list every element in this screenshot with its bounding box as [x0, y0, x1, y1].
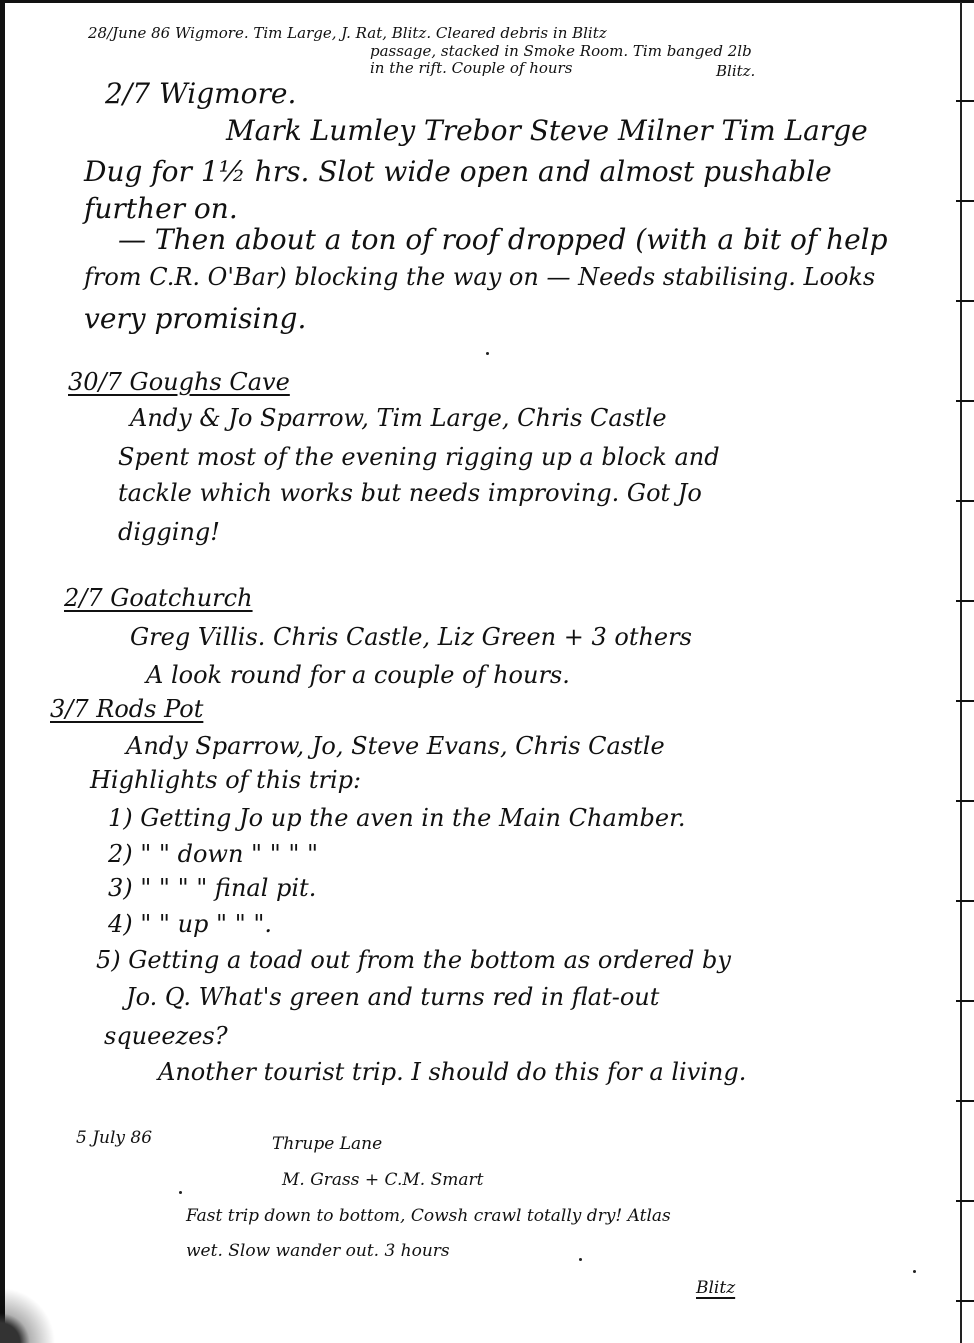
- entry-6-names: M. Grass + C.M. Smart: [282, 1170, 484, 1190]
- entry-5-line: Another tourist trip. I should do this for a living.: [158, 1058, 747, 1086]
- entry-3-line: Spent most of the evening rigging up a block and: [118, 443, 720, 471]
- ink-dot: [579, 1258, 582, 1261]
- page-edge-left: [0, 0, 5, 1343]
- entry-2-line: further on.: [84, 192, 238, 225]
- entry-3-line: tackle which works but needs improving. Got Jo: [118, 479, 702, 507]
- page-edge-ticks: [956, 0, 974, 1343]
- entry-5-line: squeezes?: [104, 1022, 228, 1050]
- entry-1-line-1: 28/June 86 Wigmore. Tim Large, J. Rat, Blitz. Cleared debris in Blitz: [88, 24, 607, 42]
- entry-2-line: from C.R. O'Bar) blocking the way on — Needs stabilising. Looks: [84, 263, 876, 291]
- entry-6-line: Fast trip down to bottom, Cowsh crawl totally dry! Atlas: [186, 1206, 671, 1226]
- entry-5-line: 3) " " " " final pit.: [108, 874, 317, 902]
- ink-dot: [486, 352, 489, 355]
- entry-2-names: Mark Lumley Trebor Steve Milner Tim Large: [226, 114, 868, 147]
- entry-2-line: very promising.: [84, 302, 307, 335]
- entry-4-header: 2/7 Goatchurch: [64, 584, 253, 612]
- entry-4-names: Greg Villis. Chris Castle, Liz Green + 3 others: [130, 623, 692, 651]
- entry-1-line-2: passage, stacked in Smoke Room. Tim banged 2lb: [370, 42, 752, 60]
- entry-3-line: digging!: [118, 518, 220, 546]
- entry-5-header: 3/7 Rods Pot: [50, 695, 204, 723]
- entry-5-line: 4) " " up " " ".: [108, 910, 273, 938]
- page-edge-top: [0, 0, 974, 3]
- entry-5-names: Andy Sparrow, Jo, Steve Evans, Chris Castle: [126, 732, 665, 760]
- entry-5-line: Highlights of this trip:: [90, 766, 362, 794]
- entry-6-header: Thrupe Lane: [272, 1134, 383, 1154]
- ink-dot: [179, 1191, 182, 1194]
- entry-3-header: 30/7 Goughs Cave: [68, 368, 290, 396]
- entry-6-line: wet. Slow wander out. 3 hours: [186, 1241, 450, 1261]
- entry-2-header: 2/7 Wigmore.: [105, 77, 297, 110]
- entry-6-date: 5 July 86: [76, 1128, 153, 1148]
- entry-5-line: Jo. Q. What's green and turns red in flat-out: [126, 983, 660, 1011]
- entry-5-line: 1) Getting Jo up the aven in the Main Chamber.: [108, 804, 686, 832]
- entry-2-line: Dug for 1½ hrs. Slot wide open and almost pushable: [84, 155, 832, 188]
- entry-6-signature: Blitz: [696, 1278, 736, 1298]
- entry-4-line: A look round for a couple of hours.: [146, 661, 570, 689]
- entry-5-line: 5) Getting a toad out from the bottom as ordered by: [96, 946, 731, 974]
- corner-smudge: [0, 1283, 60, 1343]
- entry-5-line: 2) " " down " " " ": [108, 840, 319, 868]
- ink-dot: [913, 1270, 916, 1273]
- entry-3-names: Andy & Jo Sparrow, Tim Large, Chris Castle: [130, 404, 667, 432]
- entry-1-line-3: in the rift. Couple of hours: [370, 59, 573, 77]
- entry-2-line: — Then about a ton of roof dropped (with a bit of help: [118, 223, 888, 256]
- entry-1-signature: Blitz.: [716, 62, 756, 80]
